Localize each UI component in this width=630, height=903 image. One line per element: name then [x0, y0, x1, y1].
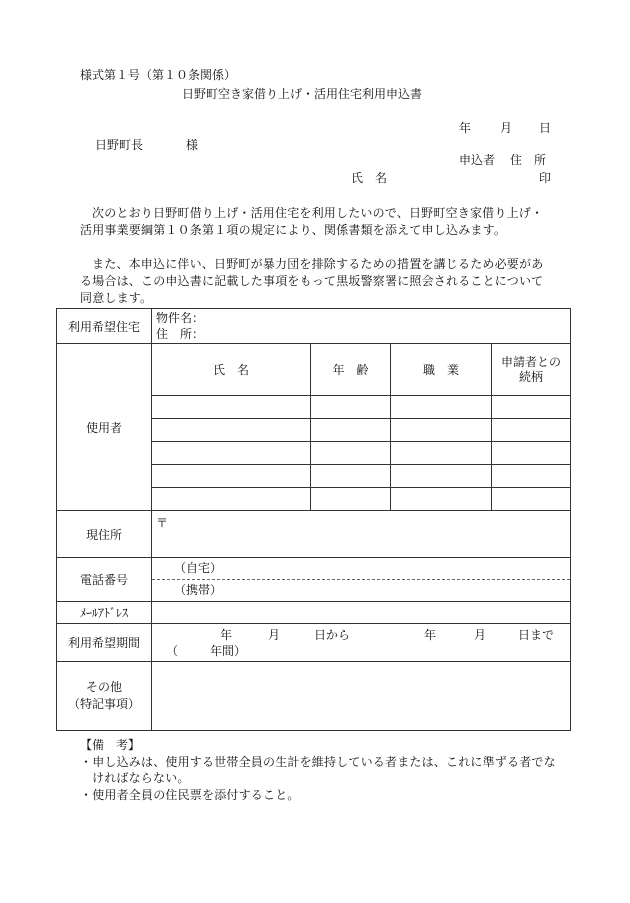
period-label: 利用希望期間 [57, 624, 152, 662]
user-relationship-cell[interactable] [492, 419, 571, 442]
application-statement [80, 205, 555, 239]
user-relationship-cell[interactable] [492, 488, 571, 511]
period-to-month: 月 [474, 627, 487, 642]
honorific: 様 [186, 138, 199, 152]
period-duration-open: （ [166, 643, 179, 658]
desired-housing-field[interactable] [152, 309, 571, 344]
seal-label: 印 [539, 171, 552, 185]
other-row [57, 662, 571, 731]
phone-field[interactable] [152, 558, 571, 602]
property-name-label: 物件名： [156, 311, 205, 325]
property-address-label: 住 所： [156, 327, 205, 341]
users-header-row [57, 344, 571, 396]
period-duration-years: 年間） [210, 643, 247, 658]
column-header-age: 年 齢 [311, 344, 391, 396]
users-label: 使用者 [57, 344, 152, 511]
document-title: 日野町空き家借り上げ・活用住宅利用申込書 [182, 87, 423, 101]
desired-housing-label: 利用希望住宅 [57, 309, 152, 344]
user-occupation-cell[interactable] [391, 442, 492, 465]
period-to-day: 日まで [518, 627, 555, 642]
other-label [57, 662, 152, 731]
postal-mark: 〒 [156, 516, 169, 530]
current-address-row [57, 511, 571, 558]
phone-mobile-label: （携帯） [174, 583, 223, 597]
date-year: 年 [459, 121, 472, 135]
user-age-cell[interactable] [311, 488, 391, 511]
user-name-cell[interactable] [152, 465, 311, 488]
email-label: ﾒｰﾙｱﾄﾞﾚｽ [57, 602, 152, 624]
note-item: ・使用者全員の住民票を添付すること。 [80, 788, 300, 802]
user-age-cell[interactable] [311, 419, 391, 442]
user-age-cell[interactable] [311, 465, 391, 488]
notes-heading: 【備 考】 [80, 738, 141, 752]
user-name-cell[interactable] [152, 419, 311, 442]
user-occupation-cell[interactable] [391, 488, 492, 511]
email-row [57, 602, 571, 624]
phone-home-label: （自宅） [174, 561, 223, 575]
user-occupation-cell[interactable] [391, 419, 492, 442]
other-label-line2: （特記事項） [67, 697, 140, 711]
user-relationship-cell[interactable] [492, 465, 571, 488]
user-relationship-cell[interactable] [492, 396, 571, 419]
date-day: 日 [539, 121, 552, 135]
column-header-occupation: 職 業 [391, 344, 492, 396]
period-from-day: 日から [314, 627, 351, 642]
user-relationship-cell[interactable] [492, 442, 571, 465]
column-header-relationship: 申請者との続柄 [492, 344, 571, 396]
email-field[interactable] [152, 602, 571, 624]
period-to-year: 年 [424, 627, 437, 642]
user-age-cell[interactable] [311, 396, 391, 419]
phone-row [57, 558, 571, 602]
period-row [57, 624, 571, 662]
note-item: ・申し込みは、使用する世帯全員の生計を維持している者または、これに準ずる者でなければならない。 [80, 755, 556, 785]
addressee: 日野町長 [95, 138, 144, 152]
form-number: 様式第１号（第１０条関係） [80, 68, 237, 82]
user-name-cell[interactable] [152, 488, 311, 511]
name-label: 氏 名 [351, 171, 388, 185]
user-name-cell[interactable] [152, 396, 311, 419]
period-duration-line [152, 643, 570, 659]
user-occupation-cell[interactable] [391, 465, 492, 488]
address-label: 住 所 [510, 153, 547, 167]
period-field[interactable] [152, 624, 571, 662]
consent-statement [80, 256, 555, 307]
notes-list [80, 754, 560, 803]
period-from-year: 年 [220, 627, 233, 642]
period-range-line [152, 627, 570, 643]
current-address-field[interactable] [152, 511, 571, 558]
paragraph-application: 次のとおり日野町借り上げ・活用住宅を利用したいので、日野町空き家借り上げ・活用事業要綱第１０条第１項の規定により、関係書類を添えて申し込みます。 [80, 206, 544, 237]
user-occupation-cell[interactable] [391, 396, 492, 419]
desired-housing-row [57, 309, 571, 344]
date-month: 月 [500, 121, 513, 135]
column-header-name: 氏 名 [152, 344, 311, 396]
phone-label: 電話番号 [57, 558, 152, 602]
applicant-label: 申込者 [459, 153, 496, 167]
other-label-line1: その他 [85, 680, 122, 694]
user-name-cell[interactable] [152, 442, 311, 465]
user-age-cell[interactable] [311, 442, 391, 465]
other-field[interactable] [152, 662, 571, 731]
paragraph-consent: また、本申込に伴い、日野町が暴力団を排除するための措置を講じるため必要がある場合は、この申込書に記載した事項をもって黒坂警察署に照会されることについて同意します。 [80, 257, 544, 305]
application-form-table [56, 308, 571, 731]
current-address-label: 現住所 [57, 511, 152, 558]
period-from-month: 月 [268, 627, 281, 642]
